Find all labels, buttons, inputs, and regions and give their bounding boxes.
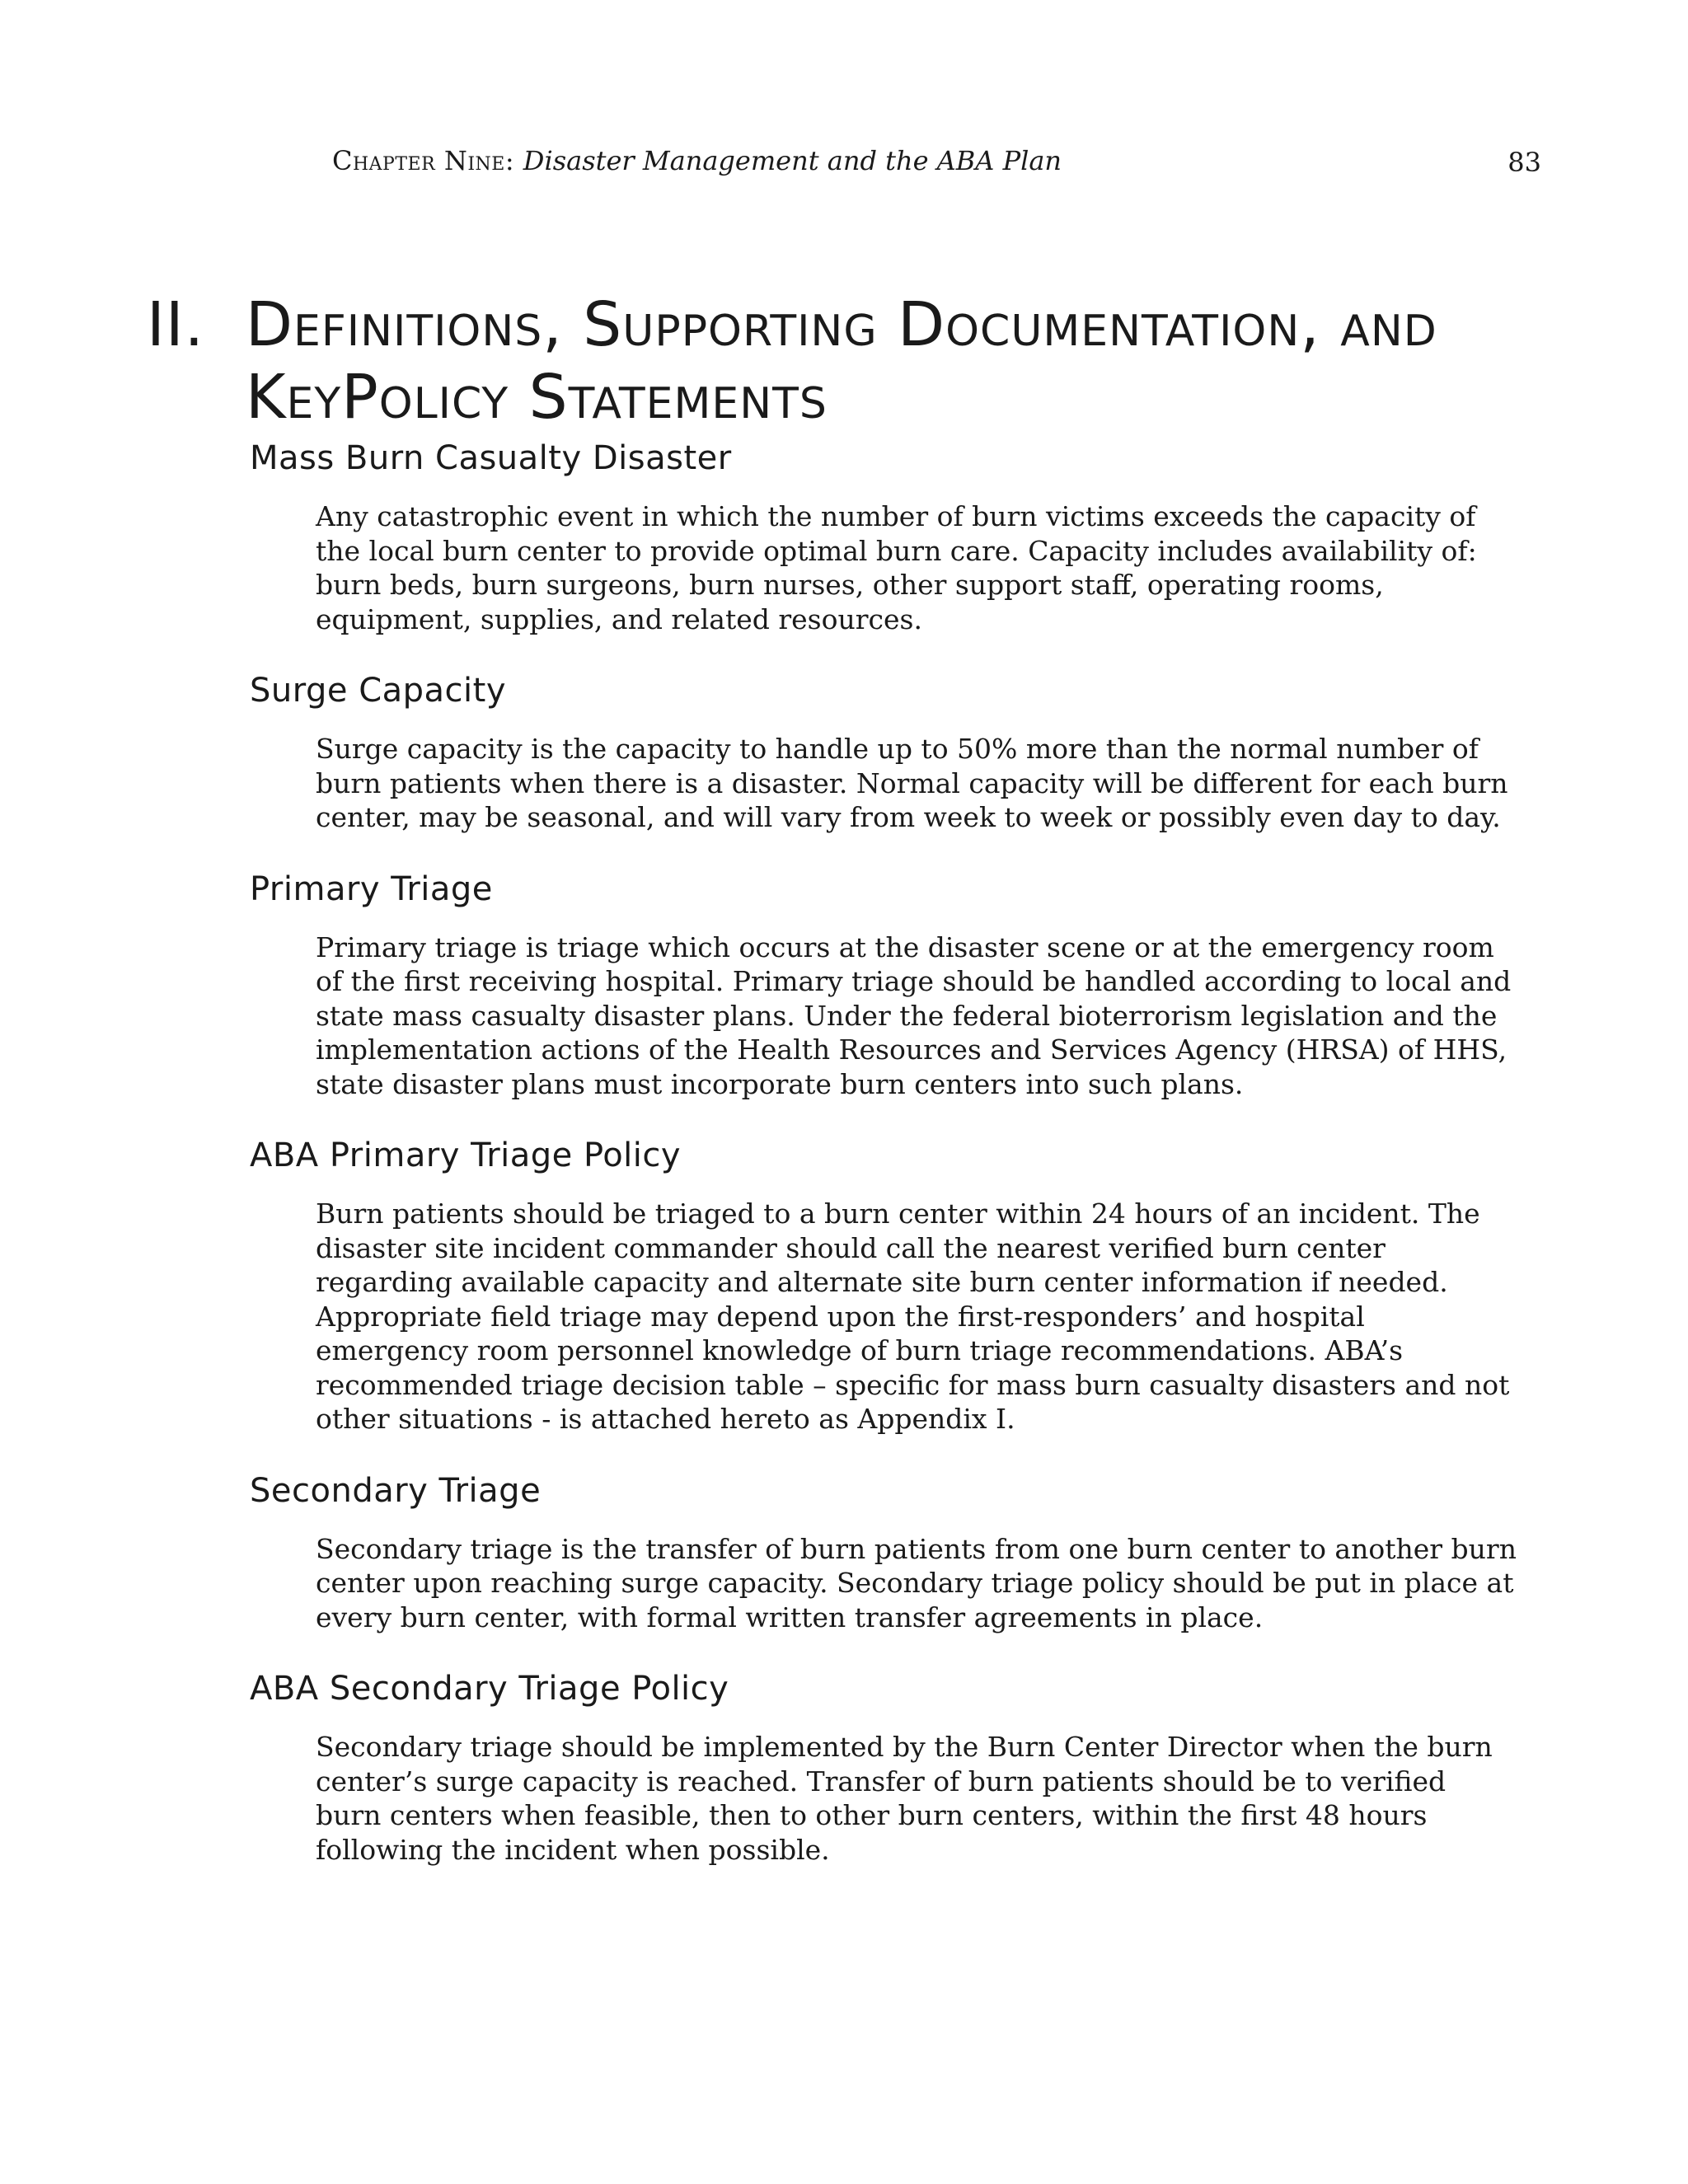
definition-primary-triage [250,866,1552,1102]
definition-body: Surge capacity is the capacity to handle up to 50% more than the normal number of burn patients when there is a disaster. Normal capacity will be different for each burn center, may be seasonal, and will vary from week to week or possibly even day to day. [316,733,1508,833]
chapter-header [332,145,1062,176]
definition-heading: Secondary Triage [250,1471,542,1510]
definition-aba-primary-triage-policy [250,1132,1552,1436]
definition-aba-secondary-triage-policy [250,1666,1552,1867]
definition-body: Primary triage is triage which occurs at the disaster scene or at the emergency room of the first receiving hospital. Primary triage should be handled according to local and state mass casualty disaster plans. Under the federal bioterrorism legislation and the implementation actions of the Health Resources and Services Agency (HRSA) of HHS, state disaster plans must incorporate burn centers into such plans. [316,930,1512,1100]
section-heading [147,288,1548,434]
section-number: II. [147,288,205,360]
definition-heading: ABA Secondary Triage Policy [250,1670,729,1708]
definitions-list [250,435,1552,1898]
definition-body: Secondary triage is the transfer of burn patients from one burn center to another burn center upon reaching surge capacity. Secondary triage policy should be put in place at every burn center, with formal written transfer agreements in place. [316,1532,1517,1633]
definition-heading: Primary Triage [250,869,493,908]
definition-surge-capacity [250,668,1552,835]
definition-heading: Mass Burn Casualty Disaster [250,439,732,477]
definition-body: Any catastrophic event in which the number of burn victims exceeds the capacity of the local burn center to provide optimal burn care. Capacity includes availability of: burn beds, burn surgeons, burn nurses, other support staff, operating rooms, equipment, supplies, and related resources. [316,500,1477,635]
running-header [332,145,1541,181]
chapter-label: Chapter Nine: [332,145,515,176]
definition-heading: Surge Capacity [250,672,507,710]
section-title-line1: Definitions, Supporting Documentation, and [246,288,1437,360]
chapter-title: Disaster Management and the ABA Plan [523,145,1062,176]
definition-heading: ABA Primary Triage Policy [250,1137,682,1174]
definition-body: Secondary triage should be implemented by the Burn Center Director when the burn center’s surge capacity is reached. Transfer of burn patients should be to verified burn centers when feasible, then to other burn centers, within the first 48 hours following the incident when possible. [316,1731,1493,1866]
definition-secondary-triage [250,1468,1552,1635]
page-number: 83 [1507,147,1541,178]
definition-mass-burn-casualty-disaster [250,435,1552,636]
section-title-line2: KeyPolicy Statements [246,361,828,433]
definition-body: Burn patients should be triaged to a burn center within 24 hours of an incident. The disaster site incident commander should call the nearest verified burn center regarding available capacity and alternate site burn center information if needed. Appropriate field triage may depend upon the first-responders’ and hospital emergency room personnel knowledge of burn triage recommendations. ABA’s recommended triage decision table – specific for mass burn casualty disasters and not other situations - is attached hereto as Appendix I. [316,1197,1510,1435]
